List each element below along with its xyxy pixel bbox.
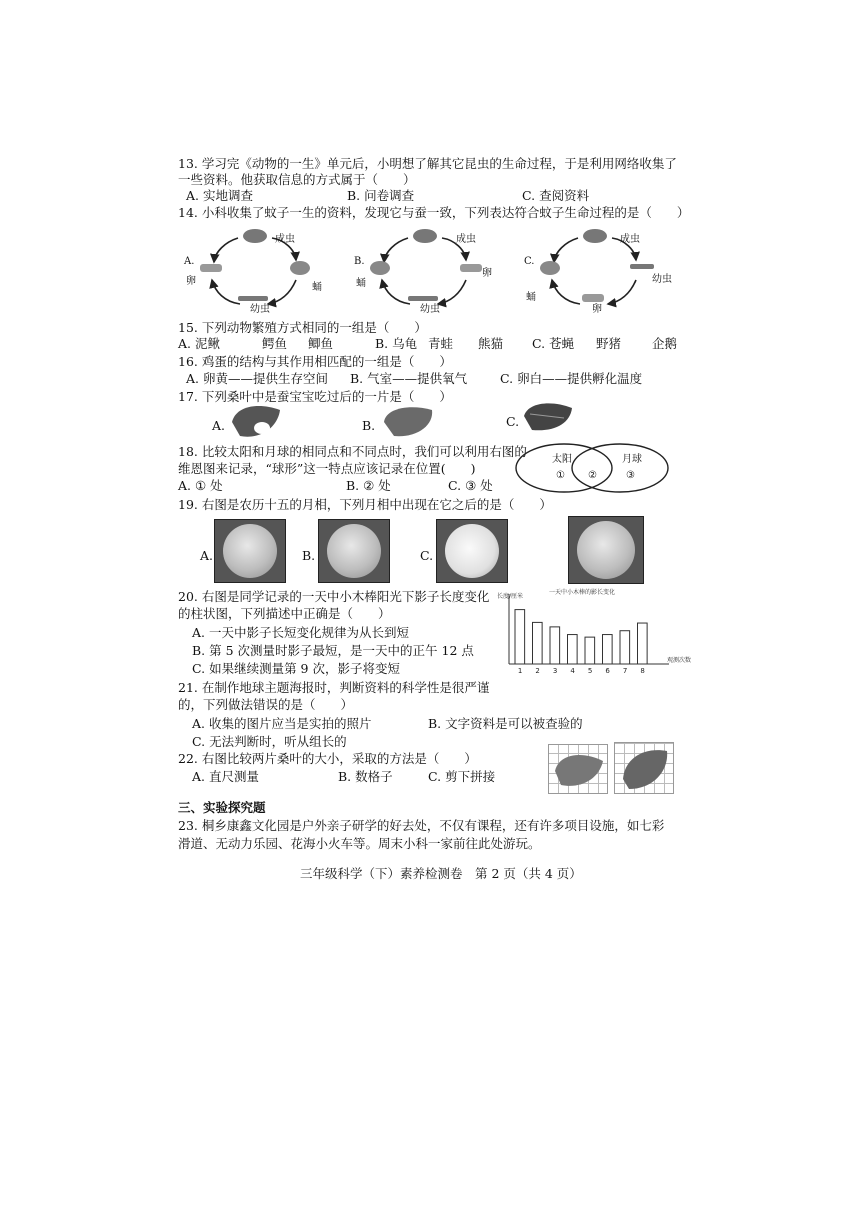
q18-option-b: B. ② 处: [346, 478, 391, 493]
cycle-a-top: 成虫: [275, 234, 295, 245]
venn-region-1: ①: [556, 470, 565, 481]
full-moon-image: [568, 516, 644, 584]
venn-moon-label: 月球: [622, 454, 642, 465]
cycle-b-left: 蛹: [356, 278, 366, 289]
grid-leaf-1-image: [548, 744, 608, 794]
chart-tick-label-2: 2: [535, 667, 540, 675]
chart-bar-1: [515, 610, 525, 664]
q20-option-a: A. 一天中影子长短变化规律为从长到短: [192, 625, 409, 640]
q14-cycle-diagrams: [180, 224, 680, 316]
chart-bar-6: [603, 635, 613, 664]
q15-a2: 鳄鱼: [262, 336, 288, 351]
q13-option-c: C. 查阅资料: [522, 188, 590, 203]
q19-option-b: B.: [302, 548, 316, 563]
q20-line1: 20. 右图是同学记录的一天中小木棒阳光下影子长度变化: [178, 589, 490, 604]
q17-option-a: A.: [212, 418, 226, 433]
q15-c1: C. 苍蝇: [532, 336, 575, 351]
chart-bar-3: [550, 627, 560, 664]
q15-c3: 企鹅: [652, 336, 678, 351]
q13-line1: 13. 学习完《动物的一生》单元后，小明想了解其它昆虫的生命过程，于是利用网络收集了: [178, 156, 677, 171]
q18-option-a: A. ① 处: [178, 478, 223, 493]
q15-c2: 野猪: [596, 336, 622, 351]
cycle-a-letter: A.: [184, 256, 195, 267]
chart-tick-label-8: 8: [640, 667, 645, 675]
q23-line2: 滑道、无动力乐园、花海小火车等。周末小科一家前往此处游玩。: [178, 836, 541, 851]
chart-tick-label-6: 6: [605, 667, 610, 675]
grid-leaf-2-image: [614, 742, 674, 794]
q22-option-a: A. 直尺测量: [192, 769, 259, 784]
section-3-heading: 三、实验探究题: [178, 800, 266, 815]
q17-option-b: B.: [362, 418, 376, 433]
cycle-c-top: 成虫: [620, 234, 640, 245]
q22-line1: 22. 右图比较两片桑叶的大小，采取的方法是（ ）: [178, 751, 477, 766]
chart-y-label: 长度/厘米: [497, 593, 524, 600]
q13-option-a: A. 实地调查: [186, 188, 253, 203]
q15-b1: B. 乌龟: [375, 336, 418, 351]
venn-region-3: ③: [626, 470, 635, 481]
cycle-c-letter: C.: [524, 256, 535, 267]
cycle-b-top: 成虫: [456, 234, 476, 245]
q15-line1: 15. 下列动物繁殖方式相同的一组是（ ）: [178, 320, 427, 335]
cycle-a-bottom: 幼虫: [250, 304, 270, 315]
q17-option-c: C.: [506, 414, 520, 429]
cycle-b-letter: B.: [354, 256, 365, 267]
q13-option-b: B. 问卷调查: [347, 188, 415, 203]
shadow-bar-chart: [495, 582, 692, 682]
q21-option-a: A. 收集的图片应当是实拍的照片: [192, 716, 372, 731]
q14-line1: 14. 小科收集了蚊子一生的资料，发现它与蚕一致，下列表达符合蚊子生命过程的是（ ）: [178, 205, 690, 220]
cycle-b-bottom: 幼虫: [420, 304, 440, 315]
q21-line1: 21. 在制作地球主题海报时，判断资料的科学性是很严谨: [178, 680, 490, 695]
q20-line2: 的柱状图，下列描述中正确是（ ）: [178, 606, 391, 621]
venn-region-2: ②: [588, 470, 597, 481]
moon-phase-a-image: [214, 519, 286, 583]
q21-option-b: B. 文字资料是可以被查验的: [428, 716, 583, 731]
chart-tick-label-1: 1: [517, 667, 523, 675]
q21-line2: 的，下列做法错误的是（ ）: [178, 697, 354, 712]
q22-option-b: B. 数格子: [338, 769, 393, 784]
q18-line2: 维恩图来记录，“球形”这一特点应该记录在位置( ): [178, 461, 476, 476]
q19-option-a: A.: [200, 548, 214, 563]
q16-line1: 16. 鸡蛋的结构与其作用相匹配的一组是（ ）: [178, 354, 452, 369]
q15-b3: 熊猫: [478, 336, 504, 351]
q17-line1: 17. 下列桑叶中是蚕宝宝吃过后的一片是（ ）: [178, 389, 452, 404]
chart-bar-4: [568, 635, 578, 664]
cycle-a-left: 卵: [186, 276, 196, 287]
chart-bar-5: [585, 637, 595, 664]
chart-tick-label-7: 7: [622, 667, 628, 675]
q18-line1: 18. 比较太阳和月球的相同点和不同点时，我们可以利用右图的: [178, 444, 527, 459]
page-footer: 三年级科学（下）素养检测卷 第 2 页（共 4 页）: [300, 866, 582, 881]
chart-bar-7: [620, 631, 630, 664]
moon-phase-c-image: [436, 519, 508, 583]
q19-line1: 19. 右图是农历十五的月相，下列月相中出现在它之后的是（ ）: [178, 497, 552, 512]
chart-tick-label-5: 5: [587, 667, 593, 675]
moon-phase-b-image: [318, 519, 390, 583]
q13-line2: 一些资料。他获取信息的方式属于（ ）: [178, 172, 416, 187]
chart-title: 一天中小木棒的影长变化: [549, 589, 616, 596]
q23-line1: 23. 桐乡康鑫文化园是户外亲子研学的好去处，不仅有课程，还有许多项目设施，如七彩: [178, 818, 665, 833]
q20-option-c: C. 如果继续测量第 9 次，影子将变短: [192, 661, 400, 676]
q19-option-c: C.: [420, 548, 434, 563]
q18-option-c: C. ③ 处: [448, 478, 493, 493]
leaf-a-image: [228, 402, 284, 440]
q16-option-c: C. 卵白——提供孵化温度: [500, 371, 643, 386]
leaf-b-image: [380, 404, 436, 440]
venn-diagram: [512, 440, 672, 496]
q20-option-b: B. 第 5 次测量时影子最短，是一天中的正午 12 点: [192, 643, 474, 658]
chart-tick-label-3: 3: [552, 667, 558, 675]
chart-x-label: 观测次数: [667, 657, 692, 664]
chart-bar-8: [638, 623, 648, 664]
q15-b2: 青蛙: [428, 336, 454, 351]
q22-option-c: C. 剪下拼接: [428, 769, 496, 784]
q15-a3: 鲫鱼: [308, 336, 334, 351]
cycle-c-right: 幼虫: [652, 274, 672, 285]
cycle-c-bottom: 卵: [592, 304, 602, 315]
chart-bar-2: [533, 622, 543, 664]
leaf-c-image: [520, 400, 576, 434]
cycle-c-left: 蛹: [526, 292, 536, 303]
q16-option-a: A. 卵黄——提供生存空间: [186, 371, 328, 386]
cycle-a-right: 蛹: [312, 282, 322, 293]
chart-tick-label-4: 4: [570, 667, 575, 675]
q21-option-c: C. 无法判断时，听从组长的: [192, 734, 347, 749]
cycle-b-right: 卵: [482, 268, 492, 279]
venn-sun-label: 太阳: [552, 454, 572, 465]
q16-option-b: B. 气室——提供氧气: [350, 371, 468, 386]
q15-a1: A. 泥鳅: [178, 336, 220, 351]
